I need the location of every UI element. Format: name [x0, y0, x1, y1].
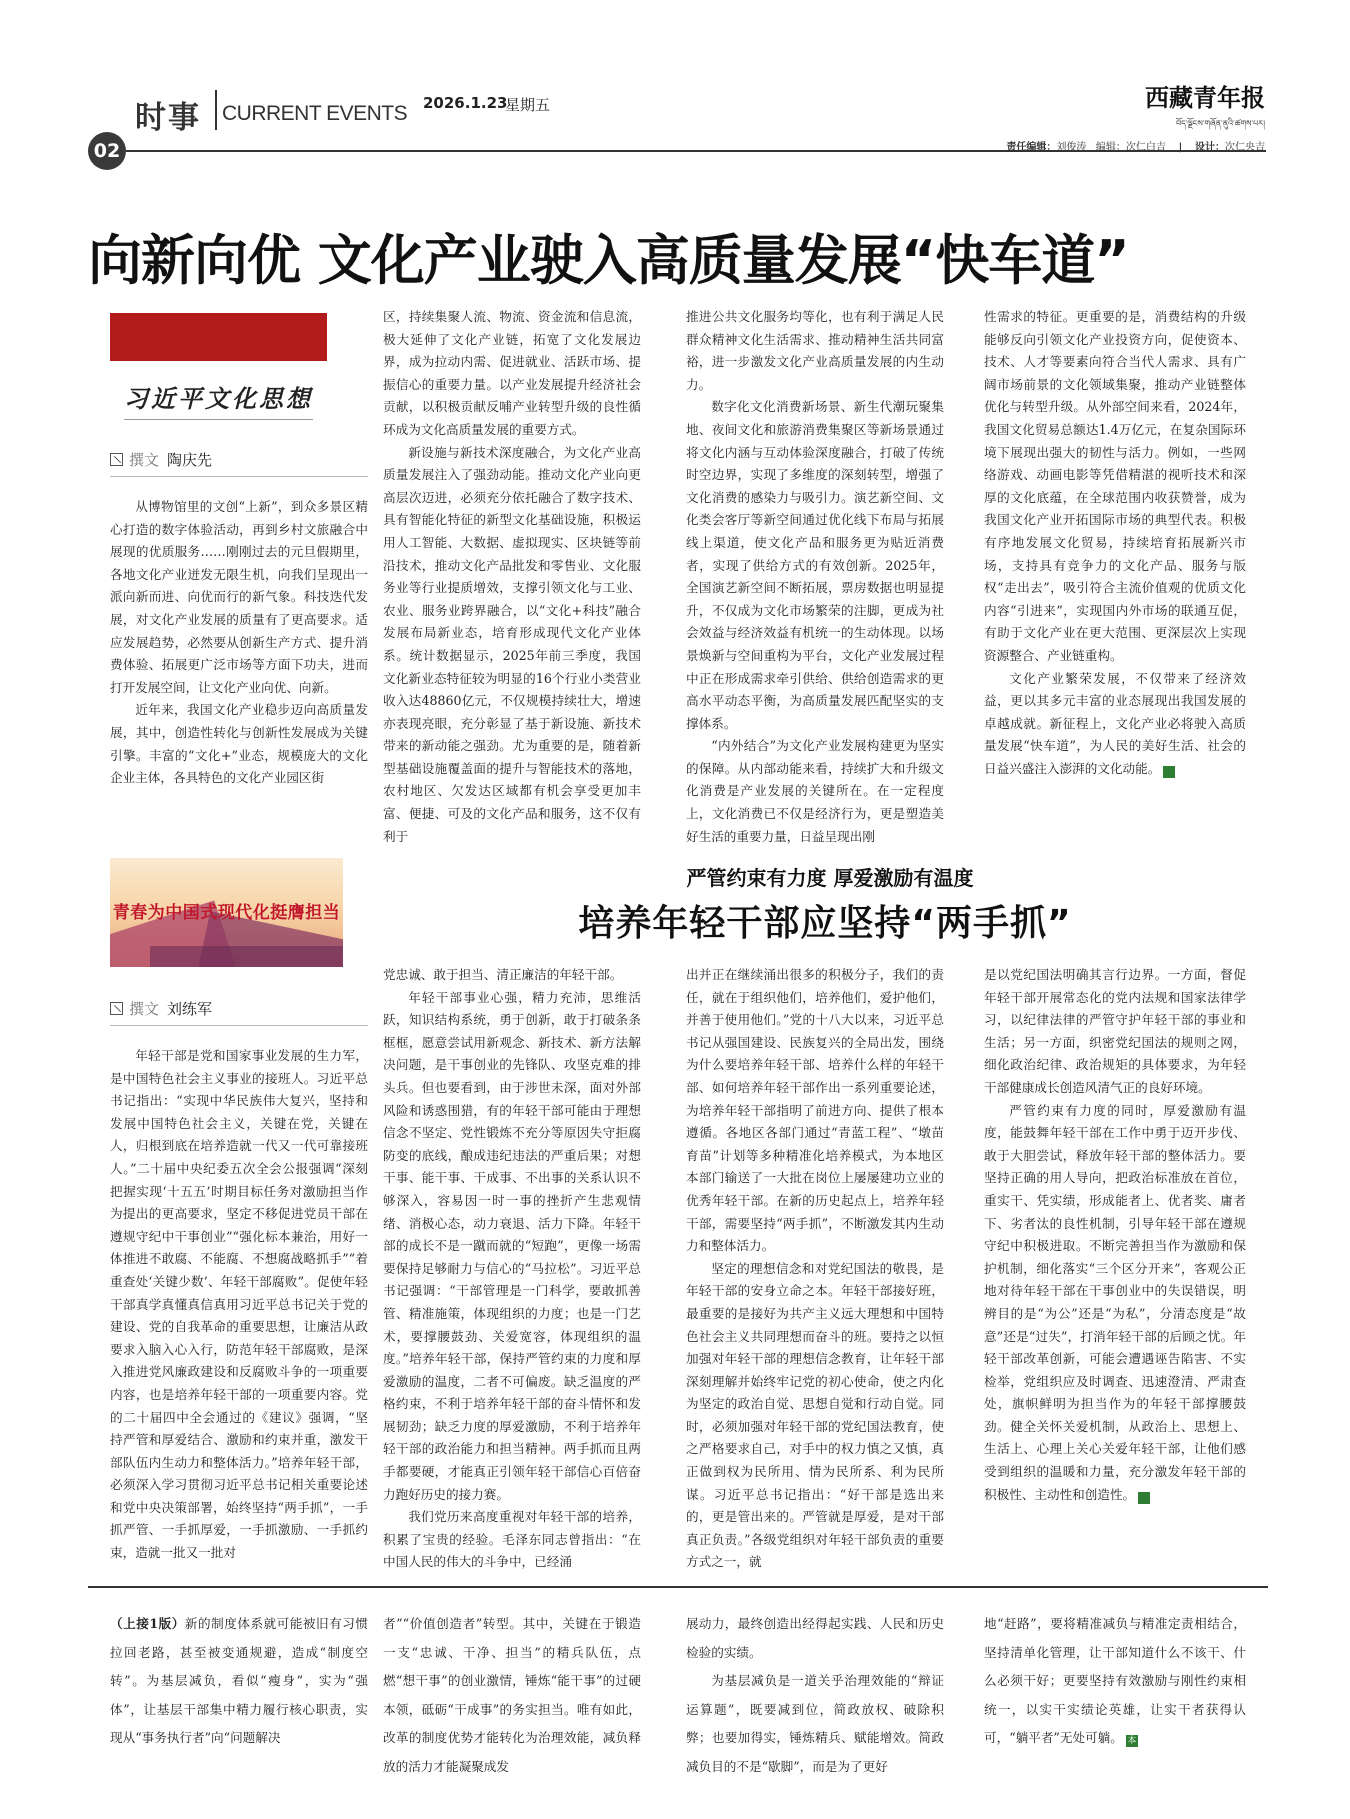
- section-title-en: CURRENT EVENTS: [222, 102, 408, 125]
- end-mark-icon: 本: [1163, 766, 1175, 778]
- banner-red-strip: [110, 313, 327, 361]
- section-rule: [88, 1586, 1268, 1588]
- banner-underline: [124, 419, 313, 420]
- section-title: 时事: [135, 100, 201, 136]
- paragraph: 是以党纪国法明确其言行边界。一方面，督促年轻干部开展常态化的党内法规和国家法律学习，以纪律法律的严管守护年轻干部的事业和生活；另一方面，织密党纪国法的规则之网，细化政治纪律、政治规矩的具体要求，为年轻干部健康成长创造风清气正的良好环境。: [984, 967, 1246, 1095]
- pen-icon: [110, 1002, 123, 1015]
- paragraph: 坚定的理想信念和对党纪国法的敬畏，是年轻干部的安身立命之本。年轻干部接好班，最重要的是接好为共产主义远大理想和中国特色社会主义共同理想而奋斗的班。要持之以恒加强对年轻干部的理想信念教育，让年轻干部深刻理解并始终牢记党的初心使命，使之内化为坚定的政治自觉、思想自觉和行动自觉。同时，必须加强对年轻干部的党纪国法教育，使之严格要求自己，对手中的权力慎之又慎，真正做到权为民所用、情为民所系、利为民所谋。习近平总书记指出：“好干部是选出来的，更是管出来的。严管就是厚爱，是对干部真正负责。”各级党组织对年轻干部负责的重要方式之一，就: [686, 1260, 944, 1570]
- paragraph-text: 文化产业繁荣发展，不仅带来了经济效益，更以其多元丰富的业态展现出我国发展的卓越成就。新征程上，文化产业必将驶入高质量发展“快车道”，为人民的美好生活、社会的日益兴盛注入澎湃的文化动能。: [984, 670, 1246, 776]
- paper-name: 西藏青年报: [1145, 83, 1265, 112]
- paragraph: 数字化文化消费新场景、新生代潮玩聚集地、夜间文化和旅游消费集聚区等新场景通过将文化内涵与互动体验深度融合，打破了传统时空边界，实现了多维度的深刻转型，增强了文化消费的感染力与吸引力。演艺新空间、文化类会客厅等新空间通过优化线下布局与拓展线上渠道，使文化产品和服务更为贴近消费者，实现了供给方式的有效创新。2025年，全国演艺新空间不断拓展，票房数据也明显提升，不仅成为文化市场繁荣的注脚，更成为社会效益与经济效益有机统一的生动体现。以场景焕新与空间重构为平台，文化产业发展过程中正在形成需求牵引供给、供给创造需求的更高水平动态平衡，为高质量发展匹配坚实的支撑体系。: [686, 399, 944, 731]
- article2-col4: [984, 964, 1246, 1506]
- paragraph: 近年来，我国文化产业稳步迈向高质量发展，其中，创造性转化与创新性发展成为关键引擎。丰富的“文化+”业态，规模庞大的文化企业主体，各具特色的文化产业园区街: [110, 702, 368, 786]
- paragraph: 党忠诚、敢于担当、清正廉洁的年轻干部。: [383, 967, 623, 982]
- article2-headline: 培养年轻干部应坚持“两手抓”: [578, 903, 1072, 944]
- banner-title: 习近平文化思想: [124, 384, 313, 413]
- continued-col4: [984, 1610, 1246, 1753]
- paragraph: 区，持续集聚人流、物流、资金流和信息流，极大延伸了文化产业链，拓宽了文化发展边界，成为拉动内需、促进就业、活跃市场、提振信心的重要力量。以产业发展提升经济社会贡献，以积极贡献反哺产业转型升级的良性循环成为文化高质量发展的重要方式。: [383, 309, 641, 437]
- article1-headline: 向新向优 文化产业驶入高质量发展“快车道”: [88, 229, 1129, 292]
- continued-label: （上接1版）: [110, 1616, 185, 1631]
- paragraph-text: 严管约束有力度的同时，厚爱激励有温度，能鼓舞年轻干部在工作中勇于迈开步伐、敢于大胆尝试，释放年轻干部的整体活力。要坚持正确的用人导向，把政治标准放在首位，重实干、凭实绩，形成能者上、优者奖、庸者下、劣者汰的良性机制，引导年轻干部在遵规守纪中积极进取。不断完善担当作为激励和保护机制，细化落实“三个区分开来”，客观公正地对待年轻干部在干事创业中的失误错误，明辨目的是“为公”还是“为私”，分清态度是“故意”还是“过失”，打消年轻干部的后顾之忧。年轻干部改革创新，可能会遭遇诬告陷害、不实检举，党组织应及时调查、迅速澄清、严肃查处，旗帜鲜明为担当作为的年轻干部撑腰鼓劲。健全关怀关爱机制，从政治上、思想上、生活上、心理上关心关爱年轻干部，让他们感受到组织的温暖和力量，充分激发年轻干部的积极性、主动性和创造性。: [984, 1102, 1246, 1502]
- designer: 次仁央吉: [1225, 142, 1265, 153]
- paragraph: 年轻干部事业心强，精力充沛，思维活跃，知识结构系统，勇于创新，敢于打破条条框框，愿意尝试用新观念、新技术、新方法解决问题，是干事创业的先锋队、攻坚克难的排头兵。但也要看到，由于涉世未深，面对外部风险和诱惑围猎，有的年轻干部可能由于理想信念不坚定、党性锻炼不充分等原因失守拒腐防变的底线，酿成违纪违法的严重后果；对想干事、能干事、干成事、不出事的关系认识不够深入，容易因一时一事的挫折产生悲观情绪、消极心态，动力衰退、活力下降。年轻干部的成长不是一蹴而就的“短跑”，更像一场需要保持足够耐力与信心的“马拉松”。习近平总书记强调：“干部管理是一门科学，要敢抓善管、精准施策，体现组织的力度；也是一门艺术，要撑腰鼓劲、关爱宽容，体现组织的温度。”培养年轻干部，保持严管约束的力度和厚爱激励的温度，二者不可偏废。缺乏温度的严格约束，不利于培养年轻干部的奋斗情怀和发展韧劲；缺乏力度的厚爱激励，不利于培养年轻干部的政治能力和担当精神。两手抓而且两手都要硬，才能真正引领年轻干部信心百倍奋力跑好历史的接力赛。: [383, 989, 641, 1502]
- end-mark-icon: 本: [1127, 1736, 1137, 1746]
- paragraph: 者”“价值创造者”转型。其中，关键在于锻造一支“忠诚、干净、担当”的精兵队伍，点燃“想干事”的创业激情，锤炼“能干事”的过硬本领，砥砺“干成事”的务实担当。唯有如此，改革的制度优势才能转化为治理效能，减负释放的活力才能凝聚成发: [383, 1616, 641, 1774]
- paragraph: 推进公共文化服务均等化，也有利于满足人民群众精神文化生活需求、推动精神生活共同富裕，进一步激发文化产业高质量发展的内生动力。: [686, 309, 944, 392]
- editor-label: 编辑：: [1095, 142, 1126, 153]
- article1-col2: [383, 306, 641, 848]
- mountain-shape: [150, 946, 343, 967]
- paragraph: 我们党历来高度重视对年轻干部的培养，积累了宝贵的经验。毛泽东同志曾指出：“在中国人民的伟大的斗争中，已经涌: [383, 1509, 641, 1570]
- article1-byline: [110, 449, 212, 470]
- paragraph: 从博物馆里的文创“上新”，到众多景区精心打造的数字体验活动，再到乡村文旅融合中展现的优质服务……刚刚过去的元旦假期里，各地文化产业迸发无限生机，向我们呈现出一派向新而进、向优而行的新气象。科技迭代发展，对文化产业发展的质量有了更高要求。适应发展趋势，必然要从创新生产方式、提升消费体验、拓展更广泛市场等方面下功夫，进而打开发展空间，让文化产业向优、向新。: [110, 499, 368, 695]
- paragraph-text: 新的制度体系就可能被旧有习惯拉回老路，甚至被变通规避，造成“制度空转”。为基层减负，看似“瘦身”，实为“强体”，让基层干部集中精力履行核心职责，实现从“事务执行者”向“问题解决: [110, 1616, 368, 1745]
- article1-banner: [110, 313, 327, 432]
- credit-separator: |: [1178, 142, 1183, 153]
- article1-col3: [686, 306, 944, 848]
- header-divider: [215, 90, 217, 130]
- byline-rule: [110, 476, 368, 477]
- page-number: 02: [88, 132, 126, 170]
- article2-col2: [383, 964, 641, 1574]
- article1-col4: [984, 306, 1246, 780]
- article2-col3: [686, 964, 944, 1574]
- article2-banner: [110, 858, 343, 967]
- editor-credits: [1006, 138, 1265, 153]
- paragraph-text: 地“赶路”，要将精准减负与精准定责相结合，坚持清单化管理，让干部知道什么不该干、什么必须干好；更要坚持有效激励与刚性约束相统一，以实干实绩论英雄，让实干者获得认可，“躺平者”无处可躺。: [984, 1616, 1246, 1745]
- paragraph: [984, 1610, 1246, 1753]
- continued-col1: [110, 1610, 368, 1753]
- article2-byline: [110, 998, 212, 1019]
- editor: 次仁白吉: [1125, 142, 1166, 153]
- byline-label: 撰文: [129, 451, 160, 469]
- article2-col1: [110, 1045, 368, 1565]
- design-label: 设计：: [1195, 142, 1225, 153]
- paragraph: 年轻干部是党和国家事业发展的生力军，是中国特色社会主义事业的接班人。习近平总书记指出：“实现中华民族伟大复兴，坚持和发展中国特色社会主义，关键在党，关键在人，归根到底在培养造就一代又一代可靠接班人。”二十届中央纪委五次全会公报强调“深刻把握实现‘十五五’时期目标任务对激励担当作为提出的更高要求，坚定不移促进党员干部在遵规守纪中干事创业”“强化标本兼治，用好一体推进不敢腐、不能腐、不想腐战略抓手”“着重查处‘关键少数’、年轻干部腐败”。促使年轻干部真学真懂真信真用习近平总书记关于党的建设、党的自我革命的重要思想，让廉洁从政要求入脑入心入行，防范年轻干部腐败，是深入推进党风廉政建设和反腐败斗争的一项重要内容，也是培养年轻干部的一项重要内容。党的二十届四中全会通过的《建议》强调，“坚持严管和厚爱结合、激励和约束并重，激发干部队伍内生动力和整体活力。”培养年轻干部，必须深入学习贯彻习近平总书记相关重要论述和党中央决策部署，始终坚持“两手抓”，一手抓严管、一手抓厚爱，一手抓激励、一手抓约束，造就一批又一批对: [110, 1048, 368, 1561]
- issue-weekday: 星期五: [505, 96, 551, 114]
- continued-col2: [383, 1610, 641, 1781]
- paragraph: 为基层减负是一道关乎治理效能的“辩证运算题”，既要减到位，简政放权、破除积弊；也要加得实，锤炼精兵、赋能增效。简政减负目的不是“歇脚”，而是为了更好: [686, 1673, 944, 1774]
- author-name: 陶庆先: [167, 451, 213, 469]
- paragraph: [984, 668, 1246, 781]
- author-name: 刘练军: [167, 1000, 213, 1018]
- chief-editor-label: 责任编辑：: [1006, 142, 1057, 153]
- paragraph: 新设施与新技术深度融合，为文化产业高质量发展注入了强劲动能。推动文化产业向更高层次迈进，必须充分依托融合了数字技术、具有智能化特征的新型文化基础设施，积极运用人工智能、大数据、虚拟现实、区块链等前沿技术，推动文化产品批发和零售业、文化服务业等行业提质增效，支撑引领文化与工业、农业、服务业跨界融合，以“文化+科技”融合发展布局新业态，培育形成现代文化产业体系。统计数据显示，2025年前三季度，我国文化新业态特征较为明显的16个行业小类营业收入达48860亿元，不仅规模持续壮大，增速亦表现亮眼，充分彰显了基于新设施、新技术带来的新动能之强劲。尤为重要的是，随着新型基础设施覆盖面的提升与智能技术的落地，农村地区、欠发达区域都有机会享受更加丰富、便捷、可及的文化产品和服务，这不仅有利于: [383, 444, 641, 844]
- paragraph: 性需求的特征。更重要的是，消费结构的升级能够反向引领文化产业投资方向，促使资本、技术、人才等要素向符合当代人需求、具有广阔市场前景的文化领域集聚，推动产业链整体优化与转型升级。从外部空间来看，2024年，我国文化贸易总额达1.4万亿元，在复杂国际环境下展现出强大的韧性与活力。例如，一些网络游戏、动画电影等凭借精湛的视听技术和深厚的文化底蕴，在全球范围内收获赞誉，成为我国文化产业开拓国际市场的典型代表。积极有序地发展文化贸易，持续培育拓展新兴市场，支持具有竞争力的文化产品、服务与版权“走出去”，吸引符合主流价值观的优质文化内容“引进来”，实现国内外市场的联通互促，有助于文化产业在更大范围、更深层次上实现资源整合、产业链重构。: [984, 309, 1246, 663]
- paragraph: [110, 1610, 368, 1753]
- tiananmen-icon: [198, 331, 240, 349]
- issue-date: 2026.1.23: [423, 94, 508, 112]
- article1-col1: [110, 496, 368, 790]
- pen-icon: [110, 453, 123, 466]
- end-mark-icon: 本: [1138, 1492, 1150, 1504]
- continued-col3: [686, 1610, 944, 1781]
- banner-title: 青春为中国式现代化挺膺担当: [112, 903, 341, 923]
- paper-masthead: [1145, 78, 1265, 137]
- byline-label: 撰文: [129, 1000, 160, 1018]
- paper-name-tibetan: བོད་ལྗོངས་གཞོན་ནུའི་ཚགས་པར།: [1176, 119, 1265, 128]
- paragraph: 展动力，最终创造出经得起实践、人民和历史检验的实绩。: [686, 1616, 944, 1660]
- paragraph: 出并正在继续涌出很多的积极分子，我们的责任，就在于组织他们，培养他们，爱护他们，并善于使用他们。”党的十八大以来，习近平总书记从强国建设、民族复兴的全局出发，围绕为什么要培养年轻干部、培养什么样的年轻干部、如何培养年轻干部作出一系列重要论述，为培养年轻干部指明了前进方向、提供了根本遵循。各地区各部门通过“青蓝工程”、“墩苗育苗”计划等多种精准化培养模式，为本地区本部门输送了一大批在岗位上屡屡建功立业的优秀年轻干部。在新的历史起点上，培养年轻干部，需要坚持“两手抓”，不断激发其内生动力和整体活力。: [686, 967, 944, 1254]
- paragraph: [984, 1100, 1246, 1507]
- byline-rule: [110, 1025, 368, 1026]
- chief-editor: 刘俊涛: [1056, 142, 1087, 153]
- paragraph: “内外结合”为文化产业发展构建更为坚实的保障。从内部动能来看，持续扩大和升级文化消费是产业发展的关键所在。在一定程度上，文化消费已不仅是经济行为，更是塑造美好生活的重要力量，日益呈现出刚: [686, 738, 944, 844]
- article2-subheadline: 严管约束有力度 厚爱激励有温度: [686, 866, 974, 890]
